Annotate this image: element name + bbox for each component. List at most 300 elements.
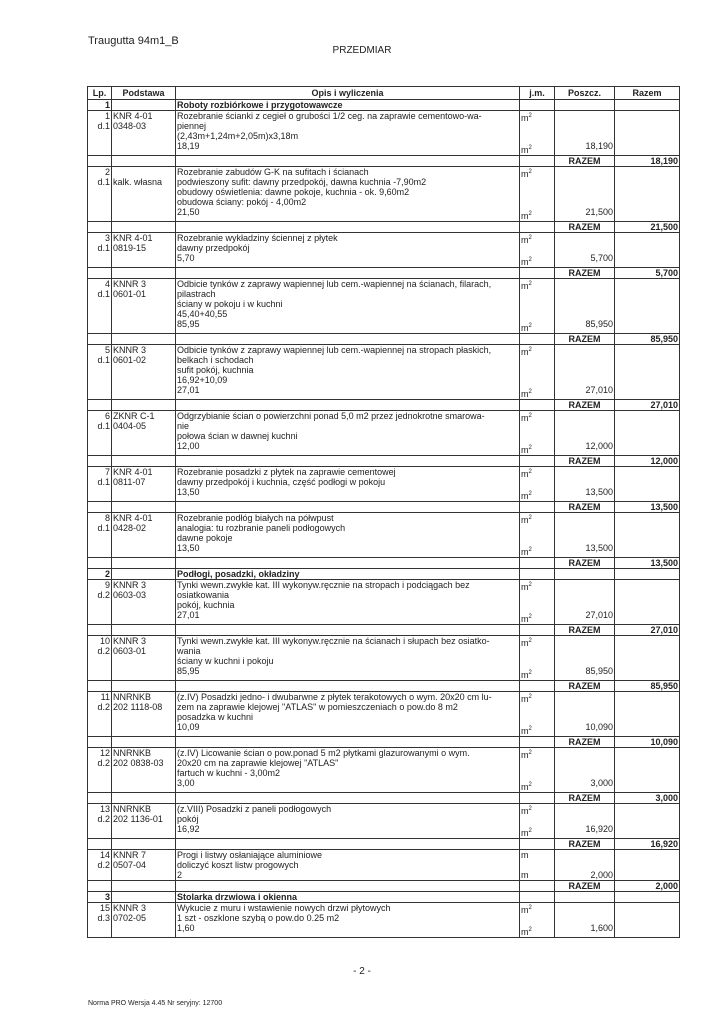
unit-top: [521, 111, 553, 123]
poszcz-value: 27,010: [585, 385, 613, 395]
item-podstawa: [112, 233, 176, 268]
unit: [521, 905, 532, 915]
empty-cell: [555, 892, 615, 903]
item-podstawa: [112, 804, 176, 839]
unit-exponent: 2: [528, 694, 532, 700]
col-header-razem: Razem: [615, 87, 680, 100]
item-podstawa: [112, 111, 176, 156]
item-unit: [520, 850, 555, 881]
empty-cell: [520, 569, 555, 580]
unit-exponent: 2: [528, 445, 532, 451]
empty-cell: [112, 892, 176, 903]
spacer: [556, 804, 613, 814]
empty-cell: [555, 569, 615, 580]
unit-exponent: 2: [528, 323, 532, 329]
item-poszcz: [555, 513, 615, 558]
description-line: pokój: [177, 814, 199, 824]
item-podstawa: [112, 279, 176, 334]
unit-base: m: [521, 750, 529, 760]
item-unit: [520, 167, 555, 222]
unit-bottom: [521, 321, 553, 333]
item-poszcz: [555, 580, 615, 625]
poszcz-value: 10,090: [585, 722, 613, 732]
razem-label: RAZEM: [555, 793, 615, 804]
spacer: [521, 648, 553, 658]
unit-base: m: [521, 726, 529, 736]
description-line: dawny przedpokój i kuchnia, część podłogi w pokoju: [177, 477, 386, 487]
description-line: ściany w pokoju i w kuchni: [177, 299, 283, 309]
item-number: 6: [104, 411, 110, 421]
item-podstawa: [112, 903, 176, 938]
unit-bottom: [521, 826, 553, 838]
item-number: 4: [104, 279, 110, 289]
spacer: [556, 590, 613, 600]
empty-cell: [520, 156, 555, 167]
item-number: 13: [99, 804, 110, 814]
item-podstawa: [112, 580, 176, 625]
section-number: 2: [88, 569, 112, 580]
empty-cell: [112, 100, 176, 111]
razem-label: RAZEM: [555, 625, 615, 636]
item-unit: [520, 233, 555, 268]
item-poszcz: [555, 411, 615, 456]
spacer: [556, 636, 613, 646]
podstawa-line: 0428-02: [113, 523, 147, 533]
item-description: [176, 345, 520, 400]
poszcz-value: 1,600: [590, 923, 613, 933]
razem-label: RAZEM: [555, 334, 615, 345]
item-podstawa: [112, 167, 176, 222]
unit-exponent: 2: [528, 670, 532, 676]
description-line: piennej: [177, 121, 207, 131]
section-number: 3: [88, 892, 112, 903]
item-razem-empty: [615, 345, 680, 400]
empty-cell: [176, 681, 520, 692]
calculation-value: 85,95: [177, 666, 200, 676]
spacer: [521, 301, 553, 311]
razem-value: 5,700: [615, 268, 680, 279]
document-id: Traugutta 94m1_B: [88, 35, 179, 47]
razem-row: [88, 558, 680, 569]
col-header-podstawa: Podstawa: [112, 87, 176, 100]
unit-bottom: [521, 724, 553, 736]
empty-cell: [176, 502, 520, 513]
col-header-opis: Opis i wyliczenia: [176, 87, 520, 100]
unit-base: m: [521, 927, 529, 937]
podstawa-line: KNNR 7: [113, 850, 147, 860]
item-lp: [88, 580, 112, 625]
poszcz-value: 3,000: [590, 778, 613, 788]
unit-bottom: [521, 143, 553, 155]
item-lp: [88, 748, 112, 793]
unit-base: m: [521, 806, 529, 816]
razem-label: RAZEM: [555, 268, 615, 279]
item-row: [88, 692, 680, 737]
item-razem-empty: [615, 804, 680, 839]
description-line: osiatkowania: [177, 590, 230, 600]
spacer: [556, 197, 613, 207]
unit-base: m: [521, 257, 529, 267]
razem-row: [88, 737, 680, 748]
unit-exponent: 2: [528, 169, 532, 175]
spacer: [521, 123, 553, 133]
unit-bottom: [521, 209, 553, 221]
razem-value: 2,000: [615, 881, 680, 892]
unit-bottom: [521, 255, 553, 267]
item-number: 1: [104, 111, 110, 121]
item-unit: [520, 692, 555, 737]
razem-value: 13,500: [615, 502, 680, 513]
item-department: d.1: [97, 243, 110, 253]
item-department: d.2: [97, 758, 110, 768]
item-podstawa: [112, 692, 176, 737]
spacer: [556, 523, 613, 533]
empty-cell: [176, 839, 520, 850]
empty-cell: [176, 156, 520, 167]
description-line: Rozebranie wykładziny ściennej z płytek: [177, 233, 338, 243]
poszcz-value: 13,500: [585, 543, 613, 553]
podstawa-line: kalk. własna: [113, 177, 163, 187]
item-description: [176, 411, 520, 456]
empty-cell: [555, 100, 615, 111]
empty-cell: [520, 222, 555, 233]
software-footer: Norma PRO Wersja 4.45 Nr seryjny: 12700: [88, 1000, 223, 1007]
table-body: [88, 100, 680, 938]
item-description: [176, 513, 520, 558]
empty-cell: [112, 569, 176, 580]
table-header-row: [88, 87, 680, 100]
unit: [521, 235, 532, 245]
item-department: d.1: [97, 523, 110, 533]
item-razem-empty: [615, 580, 680, 625]
unit: [521, 469, 532, 479]
section-title: Stolarka drzwiowa i okienna: [176, 892, 520, 903]
spacer: [556, 860, 613, 870]
item-unit: [520, 467, 555, 502]
podstawa-line: 0404-05: [113, 421, 147, 431]
empty-cell: [520, 456, 555, 467]
spacer: [521, 915, 553, 925]
podstawa-line: KNNR 3: [113, 345, 147, 355]
unit-top: [521, 903, 553, 915]
unit-bottom: [521, 925, 553, 937]
unit: [521, 211, 532, 221]
calculation-value: 18,19: [177, 141, 200, 151]
unit-bottom: [521, 443, 553, 455]
unit-base: m: [521, 389, 529, 399]
spacer: [556, 600, 613, 610]
empty-cell: [88, 400, 112, 411]
empty-cell: [176, 268, 520, 279]
item-lp: [88, 233, 112, 268]
spacer: [521, 525, 553, 535]
spacer: [556, 477, 613, 487]
unit-exponent: 2: [528, 547, 532, 553]
empty-cell: [112, 793, 176, 804]
empty-cell: [176, 737, 520, 748]
razem-row: [88, 156, 680, 167]
calculation-value: 5,70: [177, 253, 195, 263]
unit-base: m: [521, 694, 529, 704]
calculation-value: 2: [177, 870, 183, 880]
item-number: 15: [99, 903, 110, 913]
unit: [521, 413, 532, 423]
item-lp: [88, 513, 112, 558]
unit-exponent: 2: [528, 828, 532, 834]
unit-exponent: 2: [528, 281, 532, 287]
unit-base: m: [521, 413, 529, 423]
description-line: pilastrach: [177, 289, 216, 299]
spacer: [556, 850, 613, 860]
description-line: pokój, kuchnia: [177, 600, 235, 610]
spacer: [521, 860, 553, 870]
item-unit: [520, 903, 555, 938]
podstawa-line: KNNR 3: [113, 580, 147, 590]
unit-base: m: [521, 515, 529, 525]
item-row: [88, 167, 680, 222]
description-line: 16,92+10,09: [177, 375, 228, 385]
item-poszcz: [555, 636, 615, 681]
spacer: [521, 760, 553, 770]
unit-exponent: 2: [528, 515, 532, 521]
unit-bottom: [521, 668, 553, 680]
unit: [521, 491, 532, 501]
item-podstawa: [112, 513, 176, 558]
podstawa-line: KNR 4-01: [113, 233, 153, 243]
item-unit: [520, 804, 555, 839]
item-poszcz: [555, 804, 615, 839]
unit-bottom: [521, 870, 553, 880]
description-line: 20x20 cm na zaprawie klejowej "ATLAS": [177, 758, 339, 768]
spacer: [556, 299, 613, 309]
item-row: [88, 411, 680, 456]
description-line: obudowy oświetlenia: dawne pokoje, kuchnia - ok. 9,60m2: [177, 187, 410, 197]
item-description: [176, 580, 520, 625]
empty-cell: [112, 222, 176, 233]
podstawa-line: KNR 4-01: [113, 467, 153, 477]
item-razem-empty: [615, 513, 680, 558]
unit-base: m: [521, 211, 529, 221]
spacer: [556, 187, 613, 197]
empty-cell: [520, 625, 555, 636]
razem-label: RAZEM: [555, 156, 615, 167]
razem-row: [88, 881, 680, 892]
item-number: 10: [99, 636, 110, 646]
item-razem-empty: [615, 167, 680, 222]
poszcz-value: 27,010: [585, 610, 613, 620]
spacer: [556, 768, 613, 778]
calculation-value: 13,50: [177, 487, 200, 497]
spacer: [521, 479, 553, 489]
unit-top: [521, 411, 553, 423]
col-header-poszcz: Poszcz.: [555, 87, 615, 100]
spacer: [521, 816, 553, 826]
unit-top: [521, 279, 553, 291]
podstawa-line: KNR 4-01: [113, 513, 153, 523]
poszcz-value: 85,950: [585, 666, 613, 676]
item-poszcz: [555, 167, 615, 222]
podstawa-line: NNRNKB: [113, 804, 152, 814]
razem-row: [88, 839, 680, 850]
item-description: [176, 233, 520, 268]
spacer: [521, 704, 553, 714]
unit-bottom: [521, 545, 553, 557]
empty-cell: [112, 681, 176, 692]
description-line: posadzka w kuchni: [177, 712, 254, 722]
spacer: [556, 345, 613, 355]
podstawa-line: 0702-05: [113, 913, 147, 923]
spacer: [556, 903, 613, 913]
unit-exponent: 2: [528, 211, 532, 217]
spacer: [556, 533, 613, 543]
spacer: [521, 714, 553, 724]
unit-base: m: [521, 169, 529, 179]
spacer: [556, 656, 613, 666]
empty-cell: [520, 100, 555, 111]
spacer: [556, 702, 613, 712]
unit: [521, 582, 532, 592]
description-line: 45,40+40,55: [177, 309, 228, 319]
razem-value: 85,950: [615, 334, 680, 345]
unit-base: m: [521, 828, 529, 838]
calculation-value: 21,50: [177, 207, 200, 217]
unit: [521, 828, 532, 838]
item-lp: [88, 903, 112, 938]
item-lp: [88, 411, 112, 456]
podstawa-line: 202 1118-08: [113, 702, 163, 712]
empty-cell: [176, 400, 520, 411]
spacer: [556, 580, 613, 590]
unit-base: m: [521, 235, 529, 245]
spacer: [521, 367, 553, 377]
empty-cell: [520, 793, 555, 804]
item-podstawa: [112, 411, 176, 456]
empty-cell: [112, 737, 176, 748]
calculation-value: 85,95: [177, 319, 200, 329]
unit-base: m: [521, 113, 529, 123]
poszcz-value: 18,190: [585, 141, 613, 151]
item-description: [176, 748, 520, 793]
unit-exponent: 2: [528, 389, 532, 395]
spacer: [556, 289, 613, 299]
spacer: [521, 311, 553, 321]
calculation-value: 1,60: [177, 923, 195, 933]
section-row: [88, 100, 680, 111]
razem-value: 16,920: [615, 839, 680, 850]
unit: [521, 870, 529, 880]
spacer: [556, 111, 613, 121]
item-description: [176, 467, 520, 502]
empty-cell: [88, 737, 112, 748]
poszcz-value: 85,950: [585, 319, 613, 329]
item-podstawa: [112, 345, 176, 400]
unit-base: m: [521, 491, 529, 501]
empty-cell: [520, 268, 555, 279]
razem-value: 3,000: [615, 793, 680, 804]
spacer: [521, 770, 553, 780]
empty-cell: [112, 558, 176, 569]
empty-cell: [112, 881, 176, 892]
spacer: [556, 712, 613, 722]
unit-exponent: 2: [528, 782, 532, 788]
item-lp: [88, 111, 112, 156]
unit-base: m: [521, 469, 529, 479]
unit-base: m: [521, 638, 529, 648]
unit-top: [521, 167, 553, 179]
spacer: [556, 233, 613, 243]
item-poszcz: [555, 692, 615, 737]
description-line: (z.VIII) Posadzki z paneli podłogowych: [177, 804, 332, 814]
poszcz-value: 5,700: [590, 253, 613, 263]
spacer: [556, 814, 613, 824]
podstawa-line: KNNR 3: [113, 279, 147, 289]
item-unit: [520, 513, 555, 558]
unit-base: m: [521, 281, 529, 291]
unit-exponent: 2: [528, 927, 532, 933]
spacer: [556, 646, 613, 656]
unit: [521, 850, 529, 860]
empty-cell: [520, 737, 555, 748]
empty-cell: [520, 839, 555, 850]
unit-bottom: [521, 780, 553, 792]
item-number: 5: [104, 345, 110, 355]
col-header-lp: Lp.: [88, 87, 112, 100]
empty-cell: [176, 558, 520, 569]
spacer: [556, 167, 613, 177]
description-line: fartuch w kuchni - 3,00m2: [177, 768, 281, 778]
spacer: [556, 431, 613, 441]
podstawa-line: 0603-03: [113, 590, 147, 600]
razem-label: RAZEM: [555, 558, 615, 569]
empty-cell: [520, 881, 555, 892]
podstawa-line: 202 1136-01: [113, 814, 163, 824]
razem-value: 12,000: [615, 456, 680, 467]
unit-base: m: [521, 850, 529, 860]
razem-value: 18,190: [615, 156, 680, 167]
item-unit: [520, 345, 555, 400]
item-department: d.3: [97, 913, 110, 923]
item-row: [88, 513, 680, 558]
spacer: [521, 245, 553, 255]
razem-value: 27,010: [615, 625, 680, 636]
spacer: [556, 309, 613, 319]
item-description: [176, 903, 520, 938]
podstawa-line: NNRNKB: [113, 692, 152, 702]
empty-cell: [112, 334, 176, 345]
item-poszcz: [555, 233, 615, 268]
razem-value: 85,950: [615, 681, 680, 692]
empty-cell: [112, 268, 176, 279]
spacer: [556, 131, 613, 141]
item-razem-empty: [615, 692, 680, 737]
item-unit: [520, 636, 555, 681]
item-poszcz: [555, 850, 615, 881]
razem-row: [88, 502, 680, 513]
empty-cell: [112, 502, 176, 513]
empty-cell: [615, 569, 680, 580]
item-department: d.1: [97, 477, 110, 487]
spacer: [556, 411, 613, 421]
razem-label: RAZEM: [555, 881, 615, 892]
empty-cell: [520, 334, 555, 345]
razem-value: 27,010: [615, 400, 680, 411]
description-line: zem na zaprawie klejowej "ATLAS" w pomieszczeniach o pow.do 8 m2: [177, 702, 458, 712]
empty-cell: [88, 881, 112, 892]
item-unit: [520, 580, 555, 625]
unit-base: m: [521, 445, 529, 455]
unit-exponent: 2: [528, 113, 532, 119]
unit: [521, 389, 532, 399]
